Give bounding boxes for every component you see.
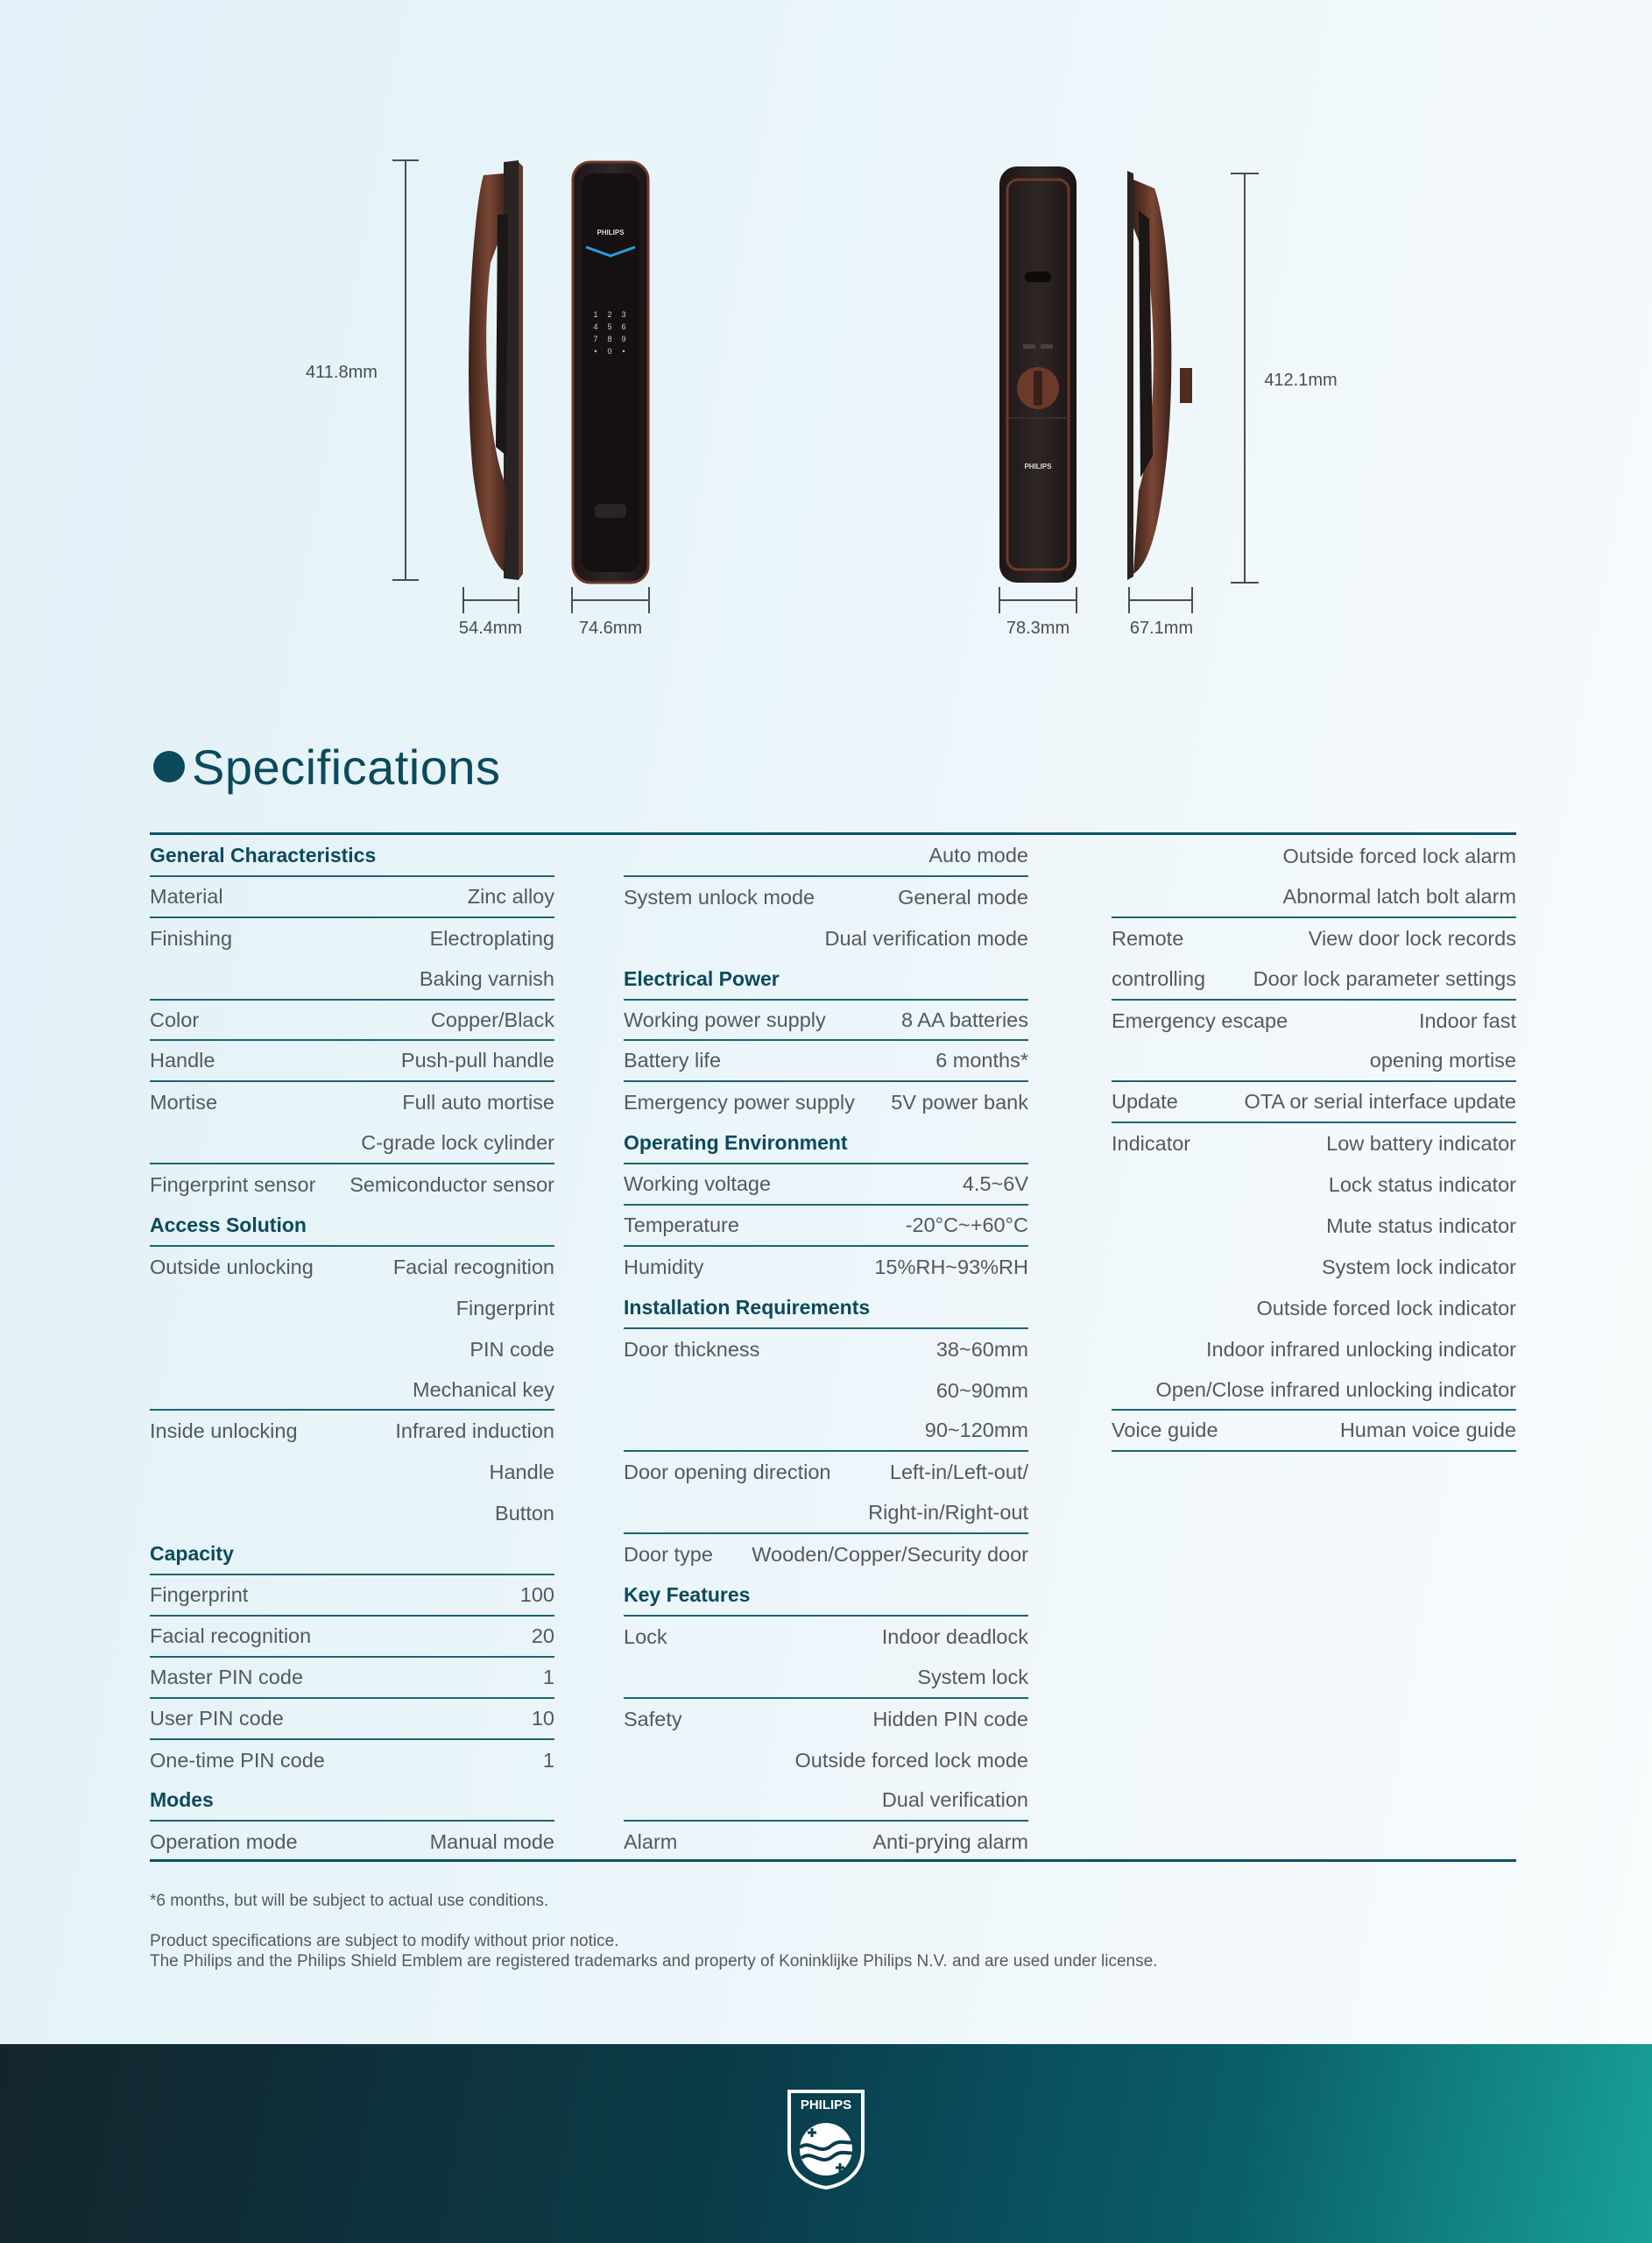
spec-value: Low battery indicator <box>1326 1132 1516 1156</box>
spec-row <box>150 1493 554 1534</box>
logo-wordmark: PHILIPS <box>800 2098 852 2112</box>
front-width-left-label: 74.6mm <box>578 619 643 638</box>
spec-label: Facial recognition <box>150 1624 312 1647</box>
spec-row <box>624 1617 1028 1658</box>
spec-value: Door lock parameter settings <box>1253 966 1516 990</box>
spec-value: General mode <box>898 885 1028 909</box>
lock-front-view <box>573 162 648 583</box>
spec-label: Door opening direction <box>624 1461 831 1484</box>
section-title: Access Solution <box>150 1213 307 1236</box>
keypad-key: 8 <box>607 335 612 343</box>
spec-value: 100 <box>519 1582 554 1606</box>
spec-label: Handle <box>150 1049 215 1072</box>
spec-value: System lock <box>917 1665 1028 1688</box>
spec-row <box>624 1411 1028 1452</box>
spec-value: Facial recognition <box>392 1255 554 1278</box>
spec-value: Electroplating <box>429 926 554 950</box>
spec-value: Indoor infrared unlocking indicator <box>1205 1337 1516 1361</box>
philips-shield-logo <box>786 2088 866 2190</box>
spec-row <box>624 1082 1028 1123</box>
spec-value: Hidden PIN code <box>872 1707 1028 1730</box>
spec-value: opening mortise <box>1369 1049 1516 1072</box>
spec-label: Indicator <box>1112 1132 1191 1156</box>
spec-value: Anti-prying alarm <box>872 1830 1028 1854</box>
spec-row <box>624 1001 1028 1042</box>
spec-value: Left-in/Left-out/ <box>889 1461 1028 1484</box>
spec-value: System lock indicator <box>1321 1255 1516 1278</box>
spec-label: User PIN code <box>150 1706 284 1730</box>
lock-side-view-right <box>1127 171 1192 580</box>
spec-value: 15%RH~93%RH <box>874 1255 1028 1278</box>
spec-label: Update <box>1112 1090 1178 1114</box>
spec-value: Dual verification <box>881 1788 1028 1812</box>
spec-label: Fingerprint <box>150 1582 249 1606</box>
spec-value: Handle <box>489 1461 554 1484</box>
spec-row <box>150 1658 554 1699</box>
spec-label: Working power supply <box>624 1008 826 1031</box>
keypad-key: 4 <box>593 322 598 331</box>
left-height-dimension <box>306 160 419 580</box>
spec-value: Indoor fast <box>1418 1008 1516 1032</box>
spec-row <box>150 1699 554 1740</box>
spec-row <box>150 1123 554 1164</box>
spec-row <box>624 1247 1028 1288</box>
spec-row <box>1112 1411 1516 1452</box>
spec-value: Mechanical key <box>413 1377 554 1401</box>
spec-row <box>150 1247 554 1288</box>
right-height-label: 412.1mm <box>1264 371 1338 390</box>
back-width-right-label: 78.3mm <box>1006 619 1070 638</box>
spec-row <box>624 1452 1028 1493</box>
keypad-key: 3 <box>621 310 626 319</box>
spec-section-header <box>150 1780 554 1822</box>
spec-row <box>150 1082 554 1123</box>
spec-top-rule <box>150 832 1516 835</box>
spec-row <box>150 1822 554 1863</box>
spec-row <box>150 1329 554 1370</box>
keypad-key: 5 <box>607 322 612 331</box>
section-title: Operating Environment <box>624 1131 848 1155</box>
spec-row <box>1112 959 1516 1001</box>
spec-label: Temperature <box>624 1213 739 1236</box>
spec-value: 1 <box>542 1665 554 1688</box>
spec-value: OTA or serial interface update <box>1244 1090 1516 1114</box>
spec-value: Baking varnish <box>419 966 554 990</box>
spec-label: Color <box>150 1008 200 1031</box>
spec-section-header <box>624 1123 1028 1164</box>
spec-row <box>1112 877 1516 918</box>
spec-label: Alarm <box>624 1830 678 1854</box>
lock-back-view <box>999 166 1077 583</box>
spec-value: Mute status indicator <box>1326 1213 1516 1237</box>
spec-row <box>1112 1041 1516 1082</box>
spec-label: Master PIN code <box>150 1665 304 1688</box>
spec-label: Finishing <box>150 926 233 950</box>
section-title: General Characteristics <box>150 843 377 867</box>
spec-row <box>624 1658 1028 1699</box>
spec-section-header <box>150 836 554 877</box>
spec-section-header <box>624 1288 1028 1329</box>
spec-section-header <box>150 1206 554 1247</box>
spec-column-1 <box>150 836 554 1863</box>
spec-row <box>150 1164 554 1206</box>
bullet-dot-icon <box>153 751 185 782</box>
spec-bottom-rule <box>150 1859 1516 1862</box>
spec-value: Full auto mortise <box>402 1091 554 1114</box>
spec-value: Semiconductor sensor <box>349 1173 554 1197</box>
keypad-key: 7 <box>593 335 598 343</box>
section-title: Electrical Power <box>624 966 780 990</box>
spec-section-header <box>624 959 1028 1001</box>
spec-row <box>1112 918 1516 959</box>
spec-label: Humidity <box>624 1255 704 1278</box>
spec-row <box>624 1780 1028 1822</box>
back-brand-mark: PHILIPS <box>1024 463 1052 471</box>
section-title: Capacity <box>150 1542 234 1566</box>
spec-row <box>150 1740 554 1781</box>
spec-row <box>150 1452 554 1493</box>
keypad-key: • <box>594 347 597 356</box>
spec-row <box>1112 836 1516 877</box>
keypad-key: 1 <box>593 310 598 319</box>
spec-row <box>624 877 1028 918</box>
spec-value: Right-in/Right-out <box>868 1501 1028 1525</box>
spec-row <box>624 836 1028 877</box>
spec-value: Human voice guide <box>1339 1419 1516 1442</box>
spec-value: Outside forced lock indicator <box>1256 1296 1516 1320</box>
side-depth-left-label: 54.4mm <box>458 619 523 638</box>
section-title: Modes <box>150 1788 214 1812</box>
spec-row <box>150 918 554 959</box>
spec-value: Auto mode <box>928 843 1028 867</box>
spec-row <box>624 1493 1028 1534</box>
spec-row <box>624 1822 1028 1863</box>
spec-row <box>150 1041 554 1082</box>
spec-value: View door lock records <box>1308 926 1516 950</box>
spec-row <box>1112 1370 1516 1412</box>
left-width-dimensions <box>459 587 649 638</box>
spec-label: Voice guide <box>1112 1419 1218 1442</box>
spec-label: Emergency escape <box>1112 1008 1288 1032</box>
spec-value: 90~120mm <box>924 1419 1028 1442</box>
spec-row <box>624 1740 1028 1781</box>
spec-row <box>624 1164 1028 1206</box>
spec-label: controlling <box>1112 966 1206 990</box>
spec-row <box>150 1001 554 1042</box>
spec-value: C-grade lock cylinder <box>361 1131 554 1155</box>
spec-row <box>150 1370 554 1412</box>
spec-value: Push-pull handle <box>400 1049 554 1072</box>
spec-row <box>624 1699 1028 1740</box>
spec-row <box>150 959 554 1001</box>
spec-value: 1 <box>542 1748 554 1772</box>
product-dimension-drawings <box>0 0 1652 701</box>
spec-value: Fingerprint <box>455 1296 554 1320</box>
spec-label: Battery life <box>624 1049 722 1072</box>
spec-value: 6 months* <box>935 1049 1028 1072</box>
section-title: Installation Requirements <box>624 1295 871 1319</box>
spec-row <box>1112 1164 1516 1206</box>
battery-footnote: *6 months, but will be subject to actual use conditions. <box>150 1892 549 1910</box>
spec-label: Remote <box>1112 926 1184 950</box>
keypad-key: 9 <box>621 335 626 343</box>
spec-value: 4.5~6V <box>962 1172 1028 1196</box>
spec-row <box>1112 1206 1516 1247</box>
trademark-note: The Philips and the Philips Shield Emblem are registered trademarks and property of Koninklijke Philips N.V. and are used under license. <box>150 1952 1158 1971</box>
spec-value: Outside forced lock mode <box>794 1748 1028 1772</box>
spec-value: 60~90mm <box>935 1378 1028 1402</box>
keypad-key: • <box>622 347 625 356</box>
spec-value: Outside forced lock alarm <box>1282 844 1516 867</box>
spec-label: One-time PIN code <box>150 1748 325 1772</box>
spec-label: Door type <box>624 1543 713 1567</box>
spec-value: Manual mode <box>429 1830 554 1854</box>
spec-value: Open/Close infrared unlocking indicator <box>1155 1377 1516 1401</box>
specifications-heading <box>153 736 501 797</box>
spec-value: PIN code <box>469 1337 554 1361</box>
spec-value: 10 <box>531 1706 554 1730</box>
keypad-key: 6 <box>621 322 626 331</box>
spec-row <box>1112 1247 1516 1288</box>
spec-label: Door thickness <box>624 1337 760 1361</box>
spec-value: Lock status indicator <box>1328 1173 1516 1197</box>
spec-value: 20 <box>531 1624 554 1647</box>
spec-row <box>1112 1001 1516 1042</box>
front-brand-mark: PHILIPS <box>597 229 625 237</box>
spec-row <box>1112 1329 1516 1370</box>
spec-label: Working voltage <box>624 1172 772 1196</box>
spec-row <box>624 918 1028 959</box>
lock-side-view-left <box>469 160 523 580</box>
spec-section-header <box>624 1575 1028 1617</box>
spec-row <box>624 1041 1028 1082</box>
spec-row <box>624 1534 1028 1575</box>
spec-row <box>624 1206 1028 1247</box>
spec-row <box>1112 1288 1516 1329</box>
keypad-key: 0 <box>607 347 612 356</box>
spec-row <box>150 877 554 918</box>
page-title: Specifications <box>192 739 501 795</box>
spec-row <box>150 1288 554 1329</box>
spec-label: Material <box>150 884 223 908</box>
spec-column-3 <box>1112 836 1516 1452</box>
spec-column-2 <box>624 836 1028 1863</box>
side-depth-right-label: 67.1mm <box>1129 619 1194 638</box>
keypad-key: 2 <box>607 310 612 319</box>
spec-row <box>624 1329 1028 1370</box>
section-title: Key Features <box>624 1582 751 1606</box>
spec-row <box>624 1370 1028 1412</box>
spec-row <box>1112 1123 1516 1164</box>
spec-label: Emergency power supply <box>624 1091 855 1114</box>
spec-label: System unlock mode <box>624 885 815 909</box>
spec-value: -20°C~+60°C <box>905 1213 1028 1236</box>
spec-label: Safety <box>624 1707 682 1730</box>
spec-value: Zinc alloy <box>467 884 554 908</box>
spec-label: Lock <box>624 1624 667 1648</box>
spec-value: Infrared induction <box>395 1419 554 1443</box>
spec-row <box>150 1617 554 1658</box>
spec-value: Indoor deadlock <box>881 1624 1028 1648</box>
spec-value: 5V power bank <box>891 1091 1028 1114</box>
spec-value: Abnormal latch bolt alarm <box>1282 884 1516 908</box>
disclaimer-note: Product specifications are subject to modify without prior notice. <box>150 1932 619 1950</box>
spec-label: Mortise <box>150 1091 218 1114</box>
spec-value: 8 AA batteries <box>900 1008 1028 1031</box>
spec-section-header <box>150 1534 554 1575</box>
spec-row <box>150 1575 554 1617</box>
spec-value: Wooden/Copper/Security door <box>752 1543 1028 1567</box>
spec-row <box>150 1411 554 1452</box>
spec-value: Dual verification mode <box>824 926 1028 950</box>
left-height-label: 411.8mm <box>306 363 378 382</box>
spec-value: Button <box>495 1502 554 1525</box>
spec-label: Outside unlocking <box>150 1255 314 1278</box>
spec-label: Operation mode <box>150 1830 298 1854</box>
spec-value: 38~60mm <box>935 1337 1028 1361</box>
spec-row <box>1112 1082 1516 1123</box>
spec-value: Copper/Black <box>430 1008 554 1031</box>
spec-label: Inside unlocking <box>150 1419 298 1443</box>
spec-label: Fingerprint sensor <box>150 1173 316 1197</box>
